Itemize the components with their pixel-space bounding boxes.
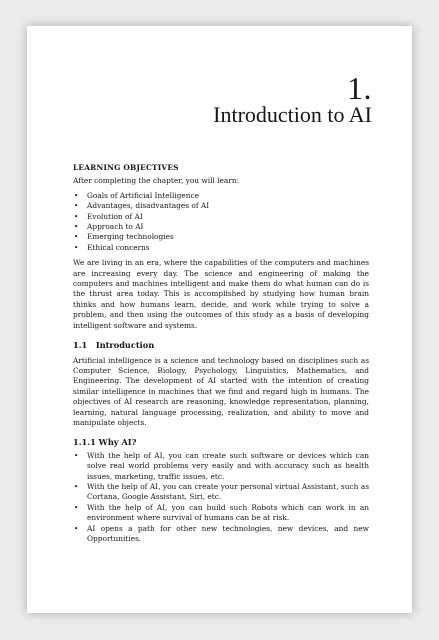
learning-objectives-heading: LEARNING OBJECTIVES xyxy=(73,163,179,172)
list-item: • Advantages, disadvantages of AI xyxy=(73,201,369,211)
chapter-number: 1. xyxy=(347,70,372,106)
list-item: • Evolution of AI xyxy=(73,212,369,222)
section-heading xyxy=(73,340,369,350)
list-item: • Goals of Artificial Intelligence xyxy=(73,191,369,201)
learning-objectives-list xyxy=(73,191,369,253)
list-item: • Emerging technologies xyxy=(73,232,369,242)
book-page xyxy=(27,26,412,613)
list-item: • With the help of AI, you can create your personal virtual Assistant, such as Cortana, Google Assistant, Siri, etc. xyxy=(73,482,369,503)
list-item: • Approach to AI xyxy=(73,222,369,232)
list-item: • With the help of AI, you can create such software or devices which can solve real world problems very easily and with accuracy such as health issues, marketing, traffic issues, etc. xyxy=(73,451,369,482)
section-number: 1.1 xyxy=(73,340,88,351)
intro-paragraph: We are living in an era, where the capabilities of the computers and machines are increasing every day. The science and engineering of making the computers and machines intelligent and make them do what human can do is the thrust area today. This is accomplished by studying how human brain thinks and how humans learn, decide, and work while trying to solve a problem, and then using the outcomes of this study as a basis of developing intelligent software and systems. xyxy=(73,258,369,330)
section-title: Introduction xyxy=(95,340,155,351)
subsection-heading: 1.1.1 Why AI? xyxy=(73,437,137,448)
list-item: • AI opens a path for other new technologies, new devices, and new Opportunities. xyxy=(73,524,369,545)
page-content xyxy=(73,163,369,544)
chapter-title: Introduction to AI xyxy=(213,102,372,127)
why-ai-list xyxy=(73,451,369,545)
learning-objectives-intro: After completing the chapter, you will learn: xyxy=(73,176,240,186)
list-item: • Ethical concerns xyxy=(73,243,369,253)
section-paragraph: Artificial intelligence is a science and technology based on disciplines such as Computer Science, Biology, Psychology, Linguistics, Mathematics, and Engineering. The development of AI started with the intention of creating similar intelligence in machines that we find and regard high in humans. The objectives of AI research are reasoning, knowledge representation, planning, learning, natural language processing, realization, and ability to move and manipulate objects. xyxy=(73,355,369,427)
list-item: • With the help of AI, you can build such Robots which can work in an environment where survival of humans can be at risk. xyxy=(73,503,369,524)
